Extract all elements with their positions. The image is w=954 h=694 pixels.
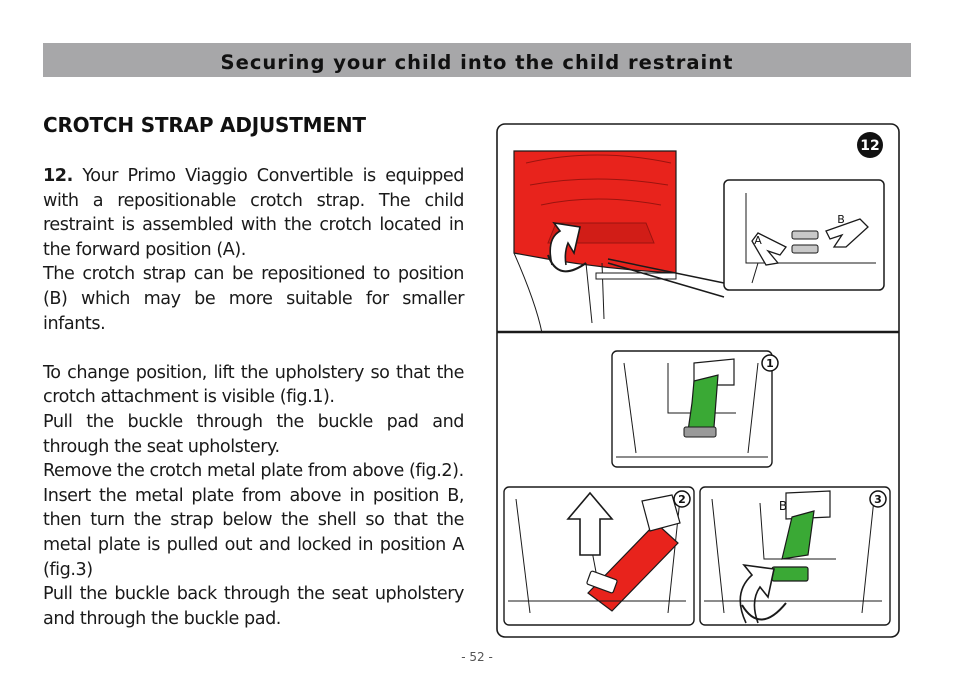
- badge-12-label: 12: [860, 138, 880, 154]
- header-bar: [43, 43, 911, 77]
- paragraph-pull-back: Pull the buckle back through the seat upholstery and through the buckle pad.: [43, 584, 464, 629]
- paragraph-intro-text: Your Primo Viaggio Convertible is equipped with a repositionable crotch strap. The child restraint is assembled with the crotch located in the forward position (A).: [43, 166, 464, 260]
- badge-1-label: 1: [766, 357, 774, 370]
- body-text: [43, 164, 464, 631]
- section-heading: CROTCH STRAP ADJUSTMENT: [43, 113, 366, 137]
- step-number: 12.: [43, 166, 73, 186]
- inset-label-b: B: [837, 213, 845, 226]
- inset-label-a: A: [754, 234, 762, 247]
- paragraph-pull-buckle: Pull the buckle through the buckle pad and through the seat upholstery.: [43, 411, 464, 457]
- panel-3-label-b: B: [778, 499, 788, 513]
- header-title: Securing your child into the child restraint: [220, 51, 734, 74]
- badge-3-label: 3: [874, 493, 882, 506]
- paragraph-lift-upholstery: To change position, lift the upholstery so that the crotch attachment is visible (fig.1).: [43, 362, 464, 408]
- page-number: - 52 -: [461, 650, 493, 664]
- paragraph-gap: [43, 336, 464, 361]
- paragraph-remove-plate: Remove the crotch metal plate from above (fig.2).: [43, 461, 464, 482]
- figure-illustration: [496, 123, 900, 638]
- figure-12: [496, 123, 900, 638]
- paragraph-position-b: The crotch strap can be repositioned to position (B) which may be more suitable for smaller infants.: [43, 264, 464, 334]
- paragraph-intro: [43, 164, 464, 262]
- badge-2-label: 2: [678, 493, 686, 506]
- paragraph-insert-plate: Insert the metal plate from above in position B, then turn the strap below the shell so that the metal plate is pulled out and locked in position A (fig.3): [43, 485, 464, 580]
